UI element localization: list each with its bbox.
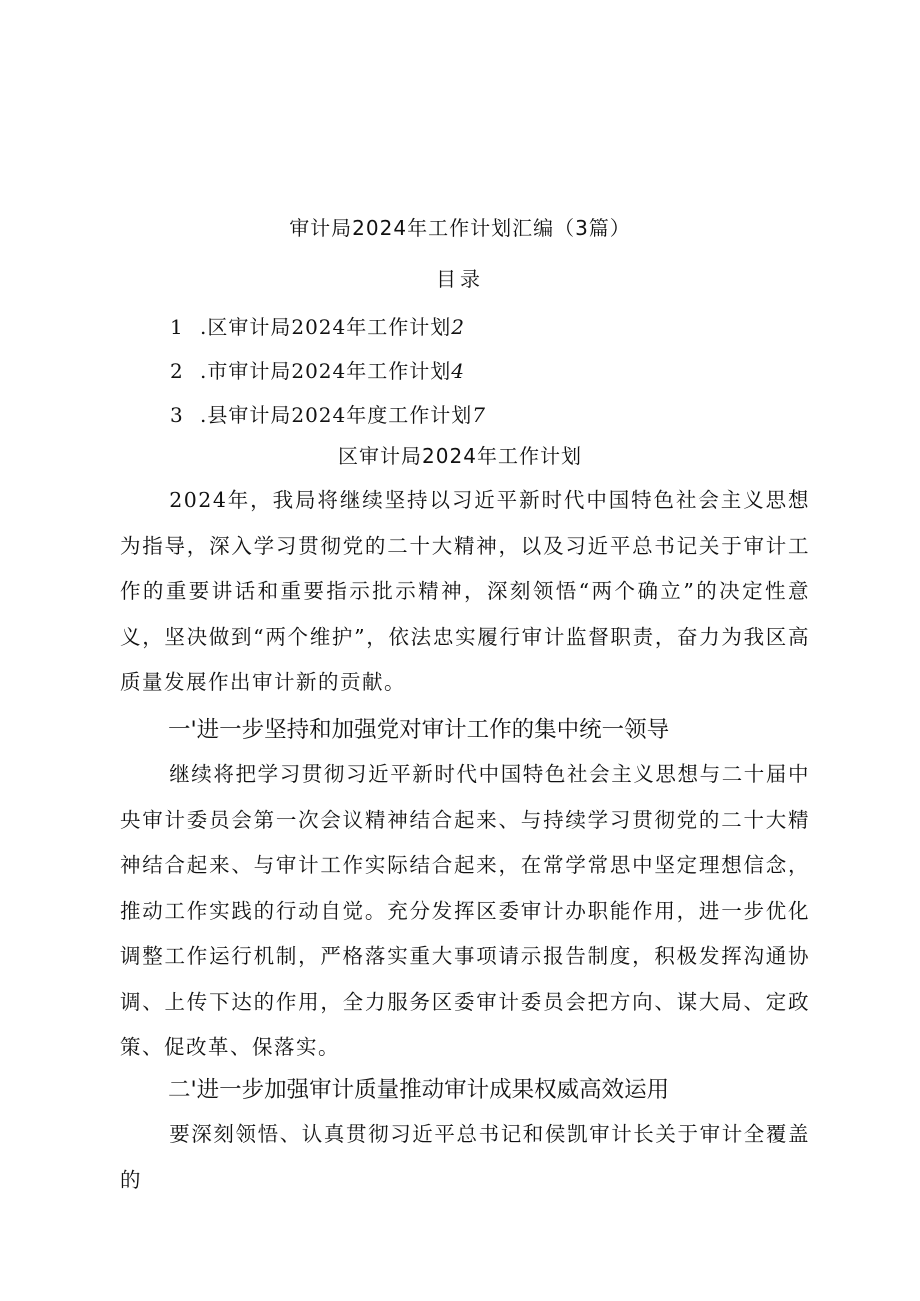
toc-heading: 目录 (436, 267, 484, 291)
section-1-paragraph: 继续将把学习贯彻习近平新时代中国特色社会主义思想与二十届中央审计委员会第一次会议精神结合起来、与持续学习贯彻党的二十大精神结合起来、与审计工作实际结合起来，在常学常思中坚定理想信念，推动工作实践的行动自觉。充分发挥区委审计办职能作用，进一步优化调整工作运行机制，严格落实重大事项请示报告制度，积极发挥沟通协调、上传下达的作用，全力服务区委审计委员会把方向、谋大局、定政策、促改革、保落实。 (120, 762, 810, 1059)
toc-item-text: .县审计局2024年度工作计划 (200, 403, 473, 427)
section-2-paragraph: 要深刻领悟、认真贯彻习近平总书记和侯凯审计长关于审计全覆盖的 (120, 1122, 810, 1192)
section-title: 区审计局2024年工作计划 (338, 444, 582, 468)
toc-item-number: 1 (170, 315, 184, 339)
toc-item[interactable] (170, 311, 465, 340)
toc-item[interactable] (170, 399, 486, 428)
toc-item-text: .市审计局2024年工作计划 (200, 359, 452, 383)
intro-paragraph: 2024年，我局将继续坚持以习近平新时代中国特色社会主义思想为指导，深入学习贯彻党的二十大精神，以及习近平总书记关于审计工作的重要讲话和重要指示批示精神，深刻领悟“两个确立”的决定性意义，坚决做到“两个维护”，依法忠实履行审计监督职责，奋力为我区高质量发展作出审计新的贡献。 (120, 488, 810, 694)
document-title: 审计局2024年工作计划汇编（3篇） (289, 216, 631, 240)
section-heading-1: 一'进一步坚持和加强党对审计工作的集中统一领导 (168, 717, 670, 743)
toc-item[interactable] (170, 355, 465, 384)
section-heading-2: 二'进一步加强审计质量推动审计成果权威高效运用 (168, 1077, 670, 1103)
toc-item-page: 4 (451, 359, 465, 383)
toc-item-page: 2 (451, 315, 465, 339)
toc-item-number: 3 (170, 403, 184, 427)
toc-item-page: 7 (472, 403, 486, 427)
toc-item-number: 2 (170, 359, 184, 383)
toc-item-text: .区审计局2024年工作计划 (200, 315, 452, 339)
